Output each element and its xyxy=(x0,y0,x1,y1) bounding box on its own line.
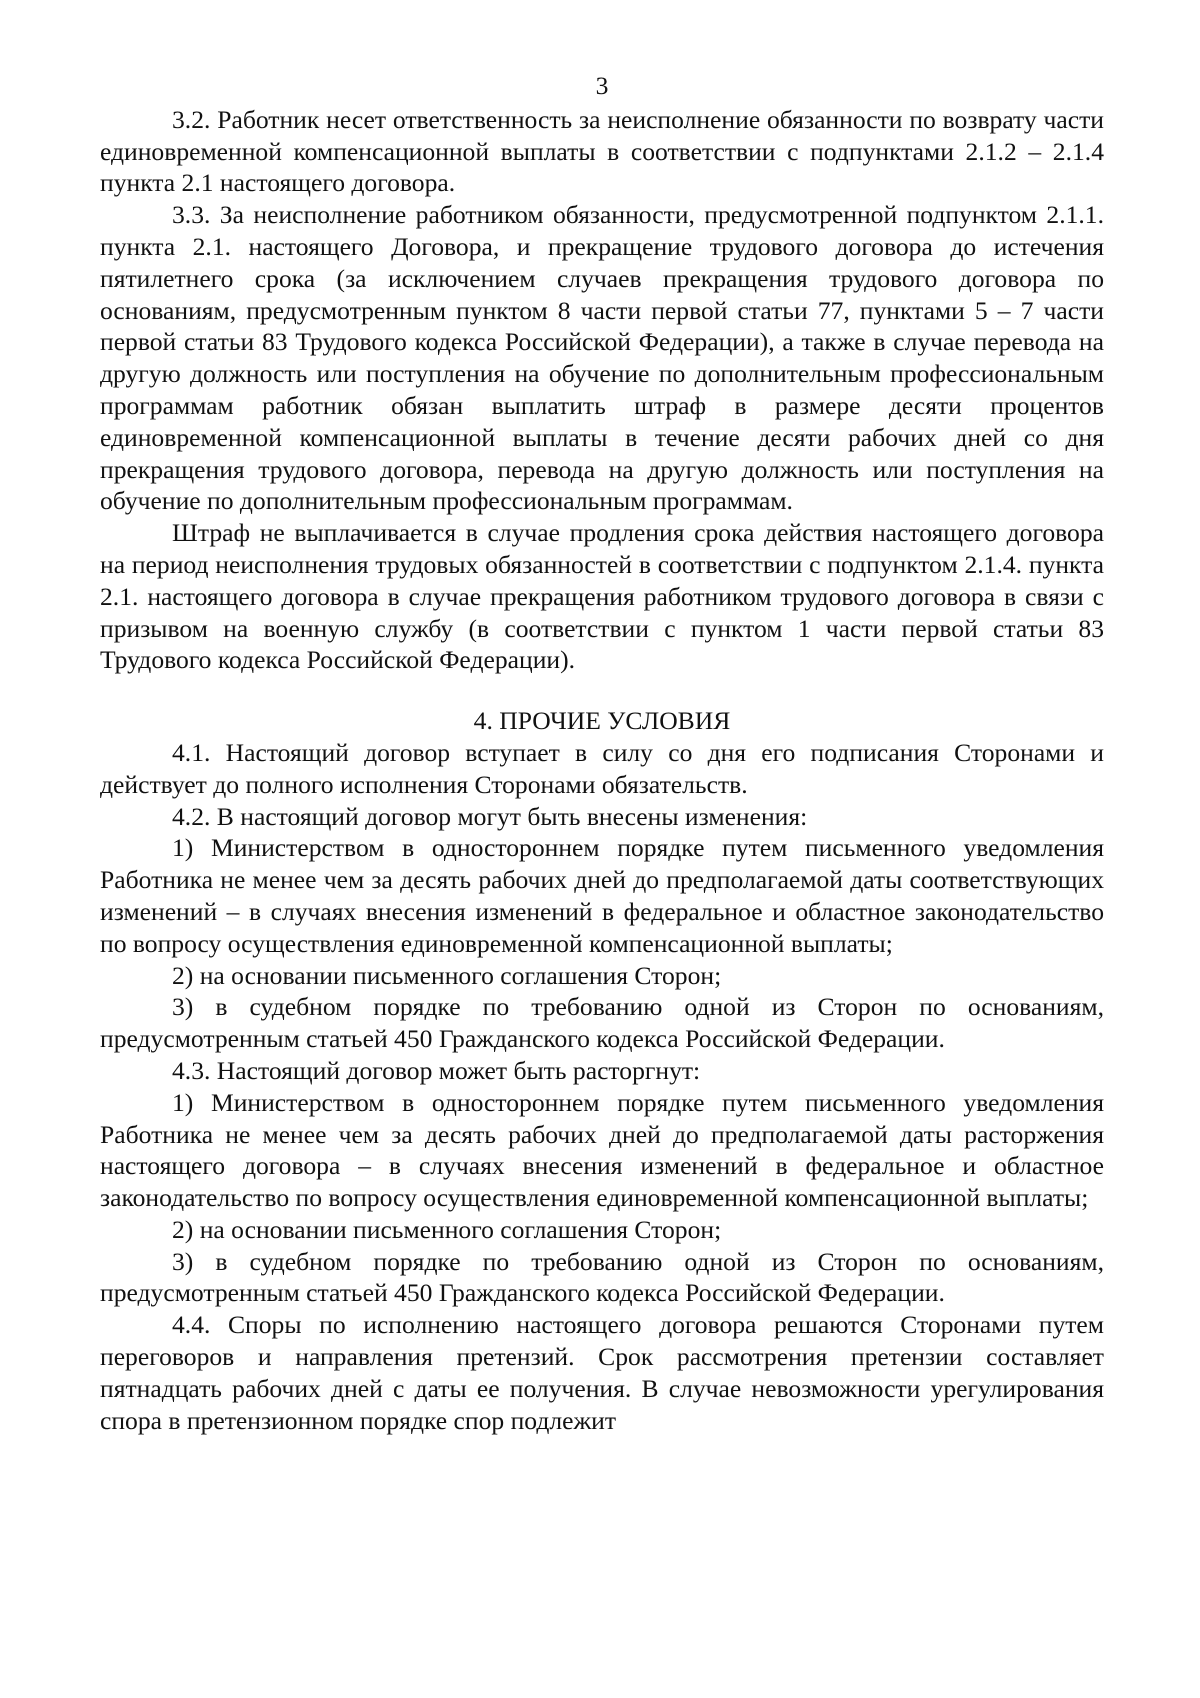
document-page xyxy=(100,70,1104,1436)
paragraph-4-3-item-2: 2) на основании письменного соглашения Сторон; xyxy=(172,1214,722,1244)
page-number: 3 xyxy=(595,71,609,100)
paragraph-3-2: 3.2. Работник несет ответственность за неисполнение обязанности по возврату части единовременной компенсационной выплаты в соответствии с подпунктами 2.1.2 – 2.1.4 пункта 2.1 настоящего договора. xyxy=(100,104,1104,198)
paragraph-4-2-item-2: 2) на основании письменного соглашения Сторон; xyxy=(172,960,722,990)
paragraph-4-3-item-3: 3) в судебном порядке по требованию одной из Сторон по основаниям, предусмотренным статьей 450 Гражданского кодекса Российской Федерации. xyxy=(100,1246,1104,1308)
paragraph-4-3-item-1: 1) Министерством в одностороннем порядке путем письменного уведомления Работника не менее чем за десять рабочих дней до предполагаемой даты расторжения настоящего договора – в случаях внесения изменений в федеральное и областное законодательство по вопросу осуществления единовременной компенсационной выплаты; xyxy=(100,1087,1104,1213)
paragraph-4-1: 4.1. Настоящий договор вступает в силу со дня его подписания Сторонами и действует до полного исполнения Сторонами обязательств. xyxy=(100,737,1104,799)
paragraph-4-2: 4.2. В настоящий договор могут быть внесены изменения: xyxy=(172,801,808,831)
paragraph-4-2-item-3: 3) в судебном порядке по требованию одной из Сторон по основаниям, предусмотренным статьей 450 Гражданского кодекса Российской Федерации. xyxy=(100,992,1104,1054)
paragraph-3-3: 3.3. За неисполнение работником обязанности, предусмотренной подпунктом 2.1.1. пункта 2.1. настоящего Договора, и прекращение трудового договора до истечения пятилетнего срока (за исключением случаев прекращения трудового договора по основаниям, предусмотренным пунктом 8 части первой статьи 77, пунктами 5 – 7 части первой статьи 83 Трудового кодекса Российской Федерации), а также в случае перевода на другую должность или поступления на обучение по дополнительным профессиональным программам работник обязан выплатить штраф в размере десяти процентов единовременной компенсационной выплаты в течение десяти рабочих дней со дня прекращения трудового договора, перевода на другую должность или поступления на обучение по дополнительным профессиональным программам. xyxy=(100,200,1104,516)
section-title: 4. ПРОЧИЕ УСЛОВИЯ xyxy=(473,706,731,736)
paragraph-4-3: 4.3. Настоящий договор может быть расторгнут: xyxy=(172,1055,701,1085)
paragraph-4-2-item-1: 1) Министерством в одностороннем порядке путем письменного уведомления Работника не менее чем за десять рабочих дней до предполагаемой даты соответствующих изменений – в случаях внесения изменений в федеральное и областное законодательство по вопросу осуществления единовременной компенсационной выплаты; xyxy=(100,833,1104,958)
paragraph-fine-exception: Штраф не выплачивается в случае продления срока действия настоящего договора на период неисполнения трудовых обязанностей в соответствии с подпунктом 2.1.4. пункта 2.1. настоящего договора в случае прекращения работником трудового договора в связи с призывом на военную службу (в соответствии с пунктом 1 части первой статьи 83 Трудового кодекса Российской Федерации). xyxy=(100,518,1104,675)
paragraph-4-4: 4.4. Споры по исполнению настоящего договора решаются Сторонами путем переговоров и направления претензий. Срок рассмотрения претензии составляет пятнадцать рабочих дней с даты ее получения. В случае невозможности урегулирования спора в претензионном порядке спор подлежит xyxy=(100,1310,1104,1435)
